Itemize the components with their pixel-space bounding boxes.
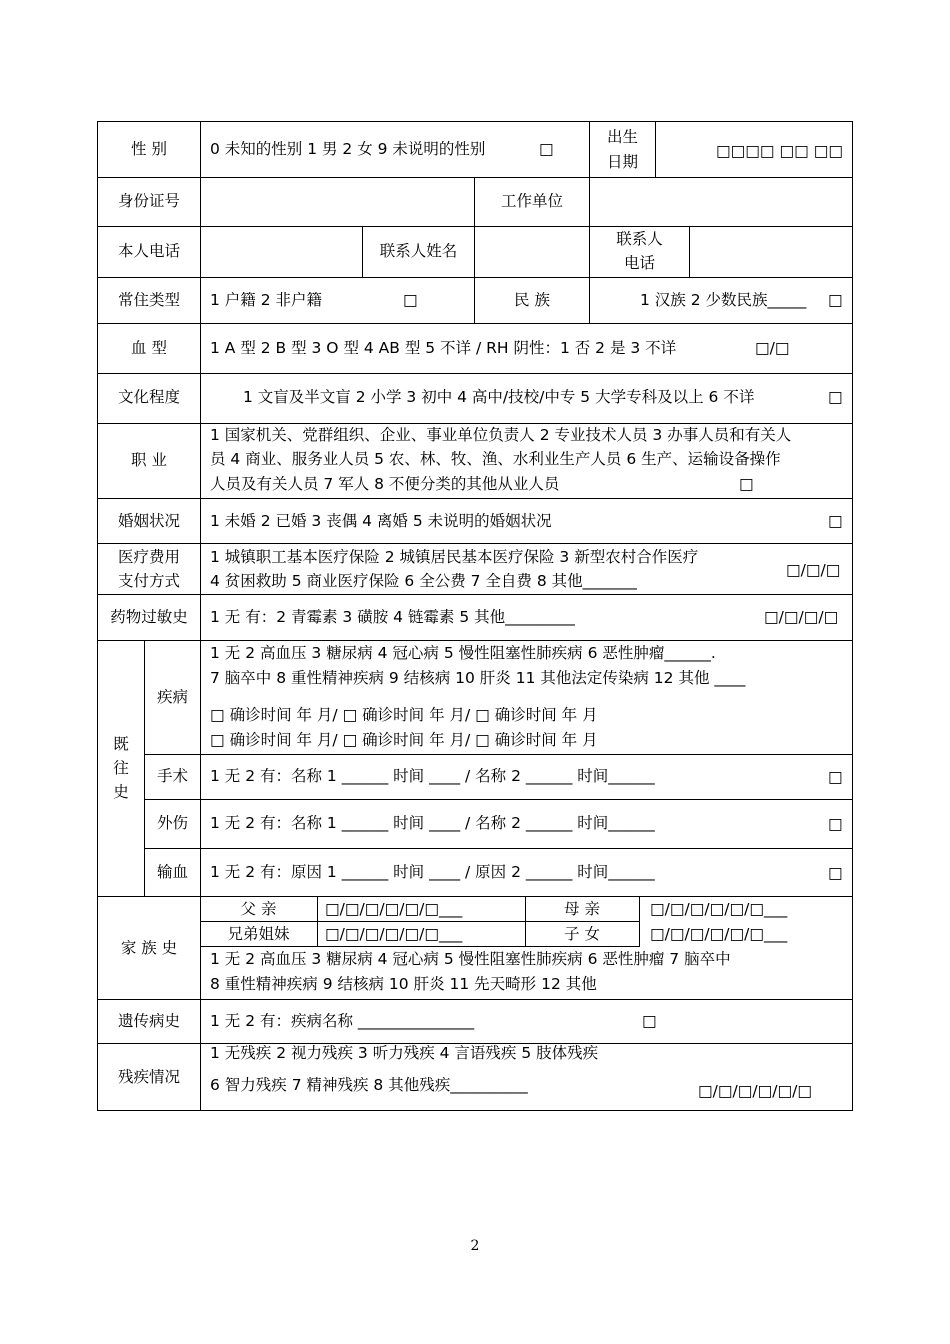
ethnic-label: 民 族 — [514, 291, 550, 309]
ethnic-checkbox[interactable]: □ — [828, 291, 843, 309]
family-mother-label: 母 亲 — [564, 900, 600, 918]
disease-label: 疾病 — [156, 688, 188, 706]
medical-pay-line1: 1 城镇职工基本医疗保险 2 城镇居民基本医疗保险 3 新型农村合作医疗 — [210, 548, 699, 566]
residence-checkbox[interactable]: □ — [403, 291, 418, 309]
genetic-label: 遗传病史 — [117, 1012, 180, 1030]
disability-line1: 1 无残疾 2 视力残疾 3 听力残疾 4 言语残疾 5 肢体残疾 — [210, 1044, 599, 1062]
surgery-options: 1 无 2 有：名称 1 ______ 时间 ____ / 名称 2 ______ 时间______ — [210, 767, 655, 785]
disability-line2: 6 智力残疾 7 精神残疾 8 其他残疾__________ — [210, 1076, 528, 1094]
page-number: 2 — [470, 1238, 480, 1254]
birth-date-boxes[interactable]: □□□□ □□ □□ — [715, 142, 843, 160]
id-card-input[interactable] — [200, 177, 475, 227]
residence-options: 1 户籍 2 非户籍 — [210, 291, 323, 309]
drug-allergy-options: 1 无 有：2 青霉素 3 磺胺 4 链霉素 5 其他_________ — [210, 608, 575, 626]
marriage-checkbox[interactable]: □ — [828, 512, 843, 530]
work-unit-label: 工作单位 — [500, 192, 563, 210]
contact-phone-input[interactable] — [689, 226, 853, 278]
ethnic-options: 1 汉族 2 少数民族_____ — [640, 291, 807, 309]
family-grid-line-v1 — [317, 896, 318, 947]
family-children-label: 子 女 — [564, 925, 600, 943]
family-siblings-label: 兄弟姐妹 — [227, 925, 290, 943]
surgery-checkbox[interactable]: □ — [828, 768, 843, 786]
marriage-options: 1 未婚 2 已婚 3 丧偶 4 离婚 5 未说明的婚姻状况 — [210, 512, 552, 530]
family-father-boxes[interactable]: □/□/□/□/□/□___ — [325, 900, 463, 918]
phone-label: 本人电话 — [117, 242, 180, 260]
medical-pay-checkbox[interactable]: □/□/□ — [786, 561, 841, 579]
family-options-line2: 8 重性精神疾病 9 结核病 10 肝炎 11 先天畸形 12 其他 — [210, 975, 597, 993]
history-label-char-3: 史 — [113, 783, 129, 801]
work-unit-input[interactable] — [589, 177, 853, 227]
gender-label: 性 别 — [131, 140, 167, 158]
surgery-label: 手术 — [156, 767, 188, 785]
family-children-boxes[interactable]: □/□/□/□/□/□___ — [650, 925, 788, 943]
drug-allergy-checkbox[interactable]: □/□/□/□ — [764, 608, 839, 626]
family-father-label: 父 亲 — [240, 900, 277, 918]
occupation-line2: 员 4 商业、服务业人员 5 农、林、牧、渔、水利业生产人员 6 生产、运输设备操作 — [210, 450, 781, 468]
blood-label: 血 型 — [131, 339, 167, 357]
disability-checkbox[interactable]: □/□/□/□/□/□ — [698, 1082, 812, 1100]
birth-label-line2: 日期 — [606, 153, 638, 171]
medical-pay-label-line2: 支付方式 — [117, 572, 180, 590]
blood-options: 1 A 型 2 B 型 3 O 型 4 AB 型 5 不详 / RH 阴性：1 否 2 是 3 不详 — [210, 339, 677, 357]
family-label: 家 族 史 — [120, 939, 178, 957]
marriage-label: 婚姻状况 — [117, 512, 180, 530]
education-checkbox[interactable]: □ — [828, 388, 843, 406]
genetic-options: 1 无 2 有：疾病名称 _______________ — [210, 1012, 475, 1030]
genetic-checkbox[interactable]: □ — [642, 1012, 657, 1030]
history-label-char-1: 既 — [113, 735, 129, 753]
education-label: 文化程度 — [117, 388, 180, 406]
drug-allergy-label: 药物过敏史 — [110, 608, 188, 626]
occupation-line1: 1 国家机关、党群组织、企业、事业单位负责人 2 专业技术人员 3 办事人员和有关人 — [210, 426, 792, 444]
history-label-char-2: 往 — [113, 759, 129, 777]
disability-label: 残疾情况 — [117, 1068, 180, 1086]
occupation-line3: 人员及有关人员 7 军人 8 不便分类的其他从业人员 — [210, 475, 560, 493]
medical-pay-line2: 4 贫困救助 5 商业医疗保险 6 全公费 7 全自费 8 其他_______ — [210, 572, 637, 590]
contact-phone-label-line1: 联系人 — [616, 230, 663, 248]
gender-options: 0 未知的性别 1 男 2 女 9 未说明的性别 — [210, 140, 486, 158]
gender-checkbox[interactable]: □ — [539, 140, 554, 158]
contact-name-input[interactable] — [474, 226, 590, 278]
birth-label-line1: 出生 — [606, 128, 638, 146]
transfusion-checkbox[interactable]: □ — [828, 864, 843, 882]
disease-diagnosis-line1[interactable]: □ 确诊时间 年 月/ □ 确诊时间 年 月/ □ 确诊时间 年 月 — [210, 706, 598, 724]
family-mother-boxes[interactable]: □/□/□/□/□/□___ — [650, 900, 788, 918]
occupation-checkbox[interactable]: □ — [739, 475, 754, 493]
contact-name-label: 联系人姓名 — [379, 242, 458, 260]
trauma-checkbox[interactable]: □ — [828, 815, 843, 833]
trauma-label: 外伤 — [156, 814, 188, 832]
transfusion-label: 输血 — [156, 863, 188, 881]
residence-label: 常住类型 — [117, 291, 180, 309]
phone-input[interactable] — [200, 226, 363, 278]
disease-line2: 7 脑卒中 8 重性精神疾病 9 结核病 10 肝炎 11 其他法定传染病 12 其他 ____ — [210, 669, 746, 687]
family-options-line1: 1 无 2 高血压 3 糖尿病 4 冠心病 5 慢性阻塞性肺疾病 6 恶性肿瘤 7 脑卒中 — [210, 950, 731, 968]
transfusion-options: 1 无 2 有：原因 1 ______ 时间 ____ / 原因 2 ______ 时间______ — [210, 863, 655, 881]
disease-diagnosis-line2[interactable]: □ 确诊时间 年 月/ □ 确诊时间 年 月/ □ 确诊时间 年 月 — [210, 731, 598, 749]
blood-checkbox[interactable]: □/□ — [755, 339, 790, 357]
family-siblings-boxes[interactable]: □/□/□/□/□/□___ — [325, 925, 463, 943]
occupation-label: 职 业 — [131, 451, 167, 469]
id-card-label: 身份证号 — [117, 192, 180, 210]
disease-line1: 1 无 2 高血压 3 糖尿病 4 冠心病 5 慢性阻塞性肺疾病 6 恶性肿瘤______. — [210, 644, 716, 662]
trauma-options: 1 无 2 有：名称 1 ______ 时间 ____ / 名称 2 ______ 时间______ — [210, 814, 655, 832]
medical-pay-label-line1: 医疗费用 — [117, 548, 180, 566]
contact-phone-label-line2: 电话 — [623, 254, 655, 272]
family-grid-line-v3 — [639, 896, 640, 947]
education-options: 1 文盲及半文盲 2 小学 3 初中 4 高中/技校/中专 5 大学专科及以上 6 不详 — [243, 388, 755, 406]
